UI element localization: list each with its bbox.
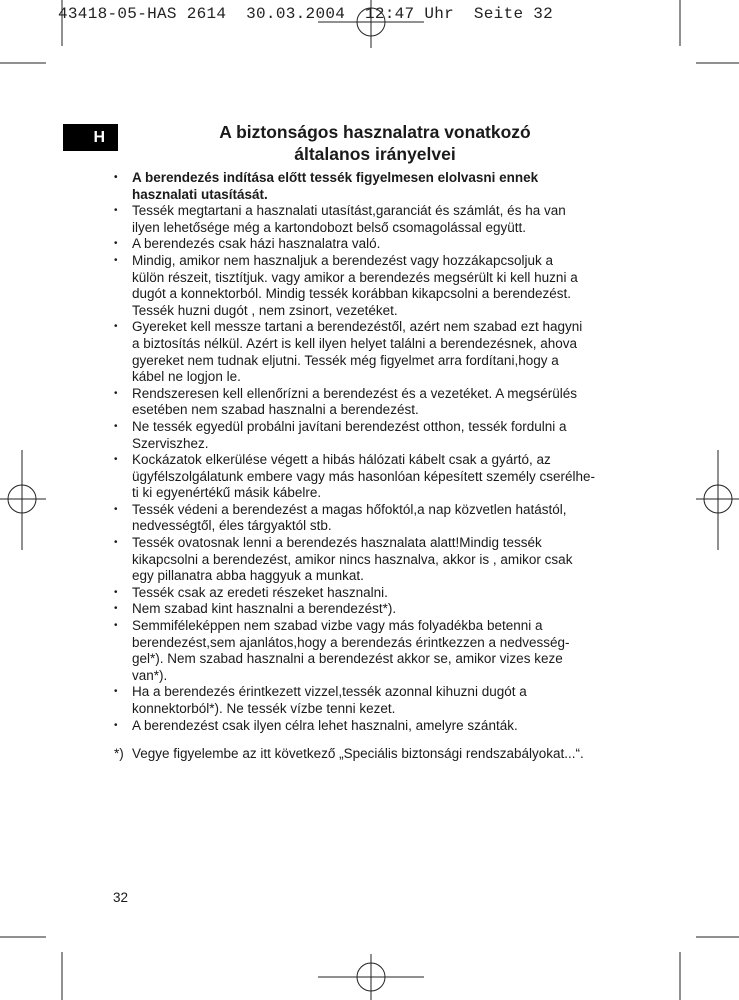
safety-rule-line: kábel ne logjon le.: [132, 369, 241, 385]
safety-rule-item: [114, 386, 644, 419]
registration-mark-bottom: [318, 954, 424, 1000]
page-number: 32: [113, 890, 129, 905]
registration-mark-top: [318, 0, 424, 48]
safety-rule-line: • Mindig, amikor nem hasznaljuk a berendezést vagy hozzákapcsoljuk a: [132, 252, 553, 268]
safety-rule-item: [114, 419, 644, 452]
safety-rule-line: • Ha a berendezés érintkezett vizzel,tessék azonnal kihuzni dugót a: [132, 684, 527, 700]
safety-rule-line: ügyfélszolgálatunk embere vagy más hasonlóan képesített személy cserélhe-: [132, 468, 595, 484]
safety-rule-line: • Rendszeresen kell ellenőrízni a berendezést és a vezetéket. A megsérülés: [132, 385, 578, 401]
safety-rule-item: [114, 170, 644, 203]
safety-rule-line: • A berendezés indítása előtt tessék figyelmesen elolvasni ennek: [132, 170, 539, 185]
registration-mark-right: [696, 450, 739, 550]
safety-rule-line: hasznalati utasítását.: [132, 186, 268, 202]
safety-rule-line: külön részeit, tisztítjuk. vagy amikor a berendezés megsérült ki kell huzni a: [132, 269, 578, 285]
registration-mark-left: [0, 450, 46, 550]
safety-rule-item: [114, 718, 644, 735]
safety-rule-line: Tessék huzni dugót , nem zsinort, vezetéket.: [132, 302, 398, 318]
safety-rule-line: • Tessék védeni a berendezést a magas hőfoktól,a nap közvetlen hatástól,: [132, 501, 567, 517]
safety-rule-line: kikapcsolni a berendezést, amikor nincs hasznalva, akkor is , amikor csak: [132, 551, 573, 567]
safety-rule-line: egy pillanatra abba haggyuk a munkat.: [132, 568, 364, 584]
safety-rule-line: gyereket nem tudnak eljutni. Tessék még figyelmet arra fordítani,hogy a: [132, 352, 559, 368]
safety-rule-line: gel*). Nem szabad hasznalni a berendezést akkor se, amikor vizes keze: [132, 651, 563, 667]
language-tab-hungarian: [63, 124, 118, 151]
safety-rule-item: [114, 452, 644, 502]
safety-rule-line: berendezést,sem ajanlátos,hogy a berendezás érintkezzen a nedvesség-: [132, 634, 570, 650]
safety-rule-item: [114, 601, 644, 618]
safety-rule-line: • Ne tessék egyedül probálni javítani berendezést otthon, tessék fordulni a: [132, 418, 567, 434]
safety-rule-line: • A berendezést csak ilyen célra lehet hasznalni, amelyre szánták.: [132, 717, 518, 733]
title-line-2: általanos irányelvei: [294, 144, 456, 164]
title-line-1: A biztonságos hasznalatra vonatkozó: [219, 122, 531, 142]
safety-rule-line: Szerviszhez.: [132, 435, 209, 451]
safety-rule-line: esetében nem szabad hasznalni a berendezést.: [132, 402, 419, 418]
safety-rule-line: konnektorból*). Ne tessék vízbe tenni kezet.: [132, 701, 396, 716]
safety-rule-line: • A berendezés csak házi hasznalatra való.: [132, 236, 381, 252]
safety-rule-line: dugót a konnektorból. Mindig tessék korábban kikapcsolni a berendezést.: [132, 286, 572, 302]
safety-rule-item: [114, 502, 644, 535]
safety-rule-line: a biztosítás nélkül. Azért is kell ilyen helyet találni a berendezésnek, ahova: [132, 335, 578, 351]
safety-rule-line: ilyen lehetősége még a kartondobozt belső csomagolással együtt.: [132, 219, 526, 235]
safety-rule-line: ti ki egyenértékű másik kábelre.: [132, 485, 322, 501]
safety-rule-item: [114, 253, 644, 319]
safety-rule-line: • Nem szabad kint hasznalni a berendezést*).: [132, 601, 397, 617]
section-title: [150, 121, 600, 165]
safety-rule-line: • Gyereket kell messze tartani a berendezéstől, azért nem szabad ezt hagyni: [132, 319, 583, 335]
safety-rules-list: [114, 170, 644, 734]
safety-rule-line: • Semmiféleképpen nem szabad vizbe vagy más folyadékba betenni a: [132, 618, 543, 634]
footnote: [114, 746, 644, 763]
safety-rule-item: [114, 684, 644, 717]
safety-rule-item: [114, 319, 644, 385]
safety-rule-line: • Tessék csak az eredeti részeket hasznalni.: [132, 584, 388, 600]
safety-rule-item: [114, 585, 644, 602]
footnote-marker: *): [114, 746, 124, 761]
safety-rule-line: van*).: [132, 667, 168, 683]
safety-rule-line: • Kockázatok elkerülése végett a hibás hálózati kábelt csak a gyártó, az: [132, 452, 551, 468]
footnote-text: Vegye figyelembe az itt következő „Speciális biztonsági rendszabályokat...“.: [132, 746, 584, 761]
safety-rule-item: [114, 535, 644, 585]
safety-rule-line: • Tessék ovatosnak lenni a berendezés hasznalata alatt!Mindig tessék: [132, 535, 542, 551]
print-slug-header: 43418-05-HAS 2614 30.03.2004 12:47 Uhr Seite 32: [58, 5, 554, 23]
safety-rule-item: [114, 236, 644, 253]
safety-rule-item: [114, 203, 644, 236]
language-tab-label: H: [93, 128, 105, 146]
safety-rule-line: • Tessék megtartani a hasznalati utasítást,garanciát és számlát, és ha van: [132, 203, 566, 219]
safety-rule-item: [114, 618, 644, 684]
safety-rule-line: nedvességtől, éles tárgyaktól stb.: [132, 518, 332, 534]
